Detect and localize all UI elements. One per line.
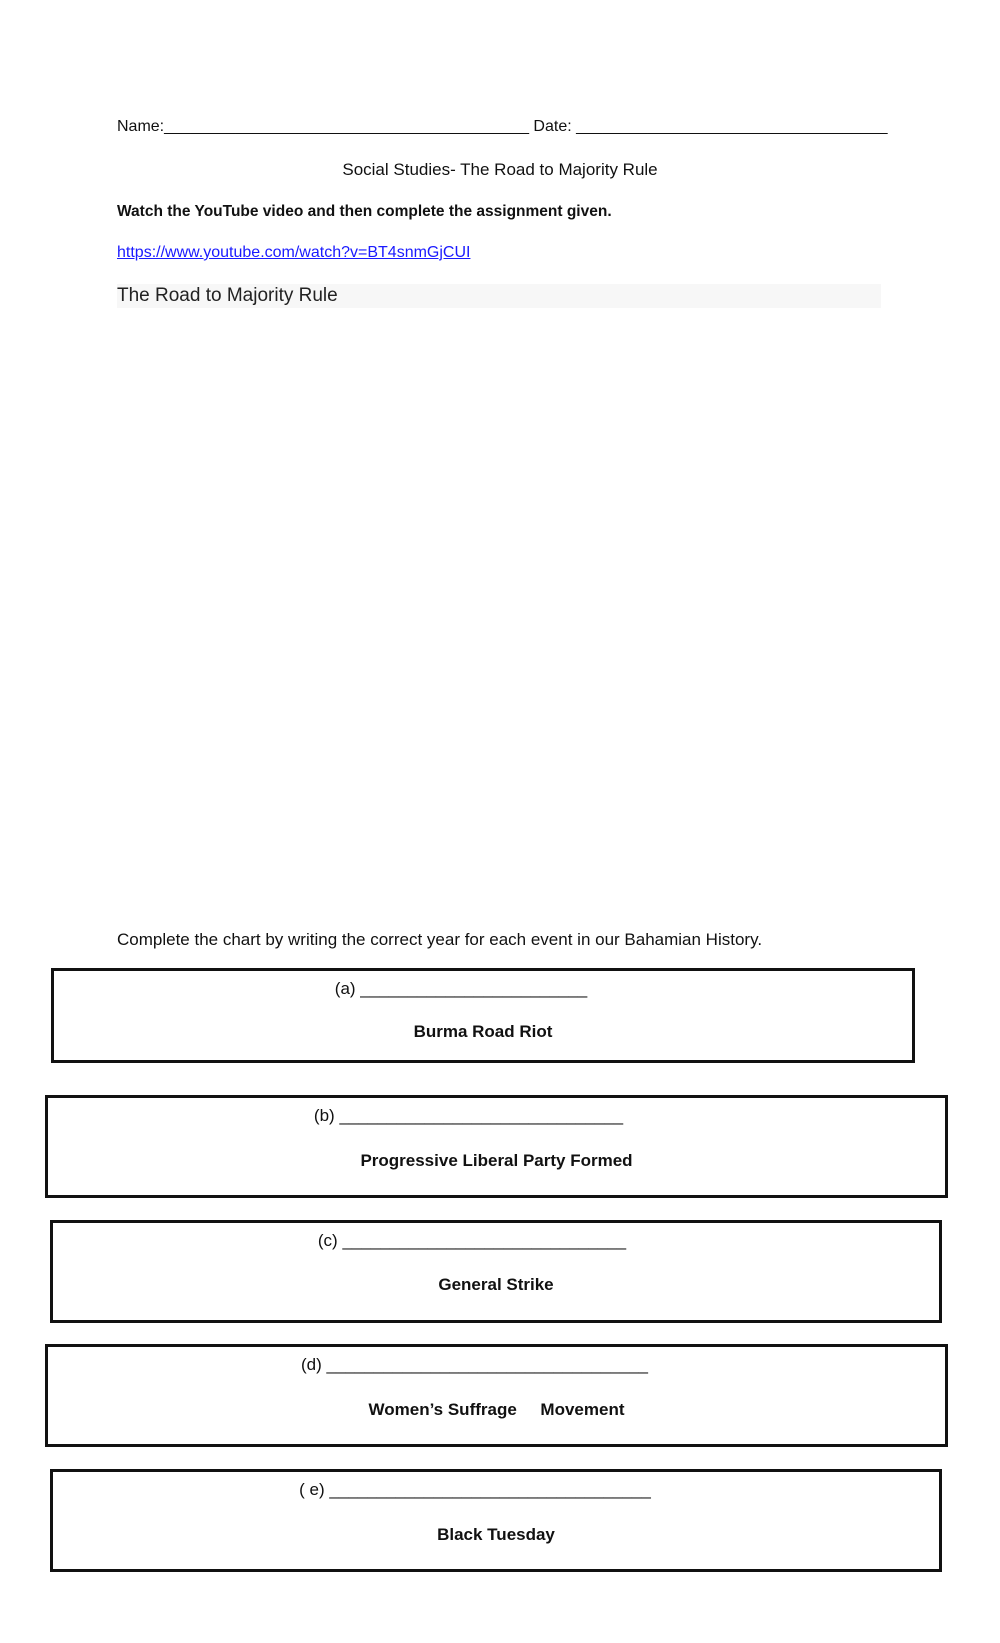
event-d-label: (d) <box>301 1355 322 1374</box>
page-title: Social Studies- The Road to Majority Rule <box>342 160 658 179</box>
event-box-b <box>45 1095 948 1198</box>
event-box-d <box>45 1344 948 1447</box>
event-e-year-line[interactable] <box>32 1480 918 1500</box>
event-d-year-blank[interactable]: __________________________________ <box>326 1355 648 1374</box>
event-box-c <box>50 1220 942 1323</box>
youtube-link[interactable]: https://www.youtube.com/watch?v=BT4snmGjCUI <box>117 244 471 261</box>
event-d-name: Women’s Suffrage Movement <box>368 1400 625 1419</box>
event-a-year-line[interactable] <box>32 979 890 999</box>
event-b-year-blank[interactable]: ______________________________ <box>339 1106 624 1125</box>
event-a-label: (a) <box>334 979 356 998</box>
event-c-name: General Strike <box>438 1275 554 1294</box>
name-date-row <box>117 118 888 136</box>
date-label: Date: <box>533 118 572 135</box>
name-field[interactable]: _________________________________________ <box>164 118 529 135</box>
event-a-year-blank[interactable]: ________________________ <box>360 979 588 998</box>
event-e-label: ( e) <box>299 1480 325 1499</box>
name-label: Name: <box>117 118 165 135</box>
event-c-label: (c) <box>317 1231 338 1250</box>
event-b-label: (b) <box>313 1106 335 1125</box>
event-box-e <box>50 1469 942 1572</box>
event-d-year-line[interactable] <box>26 1355 923 1375</box>
instruction-text: Watch the YouTube video and then complete the assignment given. <box>117 203 612 220</box>
date-field[interactable]: ___________________________________ <box>576 118 888 135</box>
event-a-name: Burma Road Riot <box>413 1022 553 1041</box>
event-e-year-blank[interactable]: __________________________________ <box>329 1480 651 1499</box>
event-b-year-line[interactable] <box>20 1106 917 1126</box>
event-box-a <box>51 968 915 1063</box>
event-e-name: Black Tuesday <box>437 1525 555 1544</box>
event-b-name: Progressive Liberal Party Formed <box>360 1151 633 1170</box>
event-c-year-line[interactable] <box>29 1231 915 1251</box>
video-title: The Road to Majority Rule <box>117 285 338 306</box>
event-c-year-blank[interactable]: ______________________________ <box>342 1231 627 1250</box>
chart-instructions: Complete the chart by writing the correct year for each event in our Bahamian History. <box>117 930 763 949</box>
